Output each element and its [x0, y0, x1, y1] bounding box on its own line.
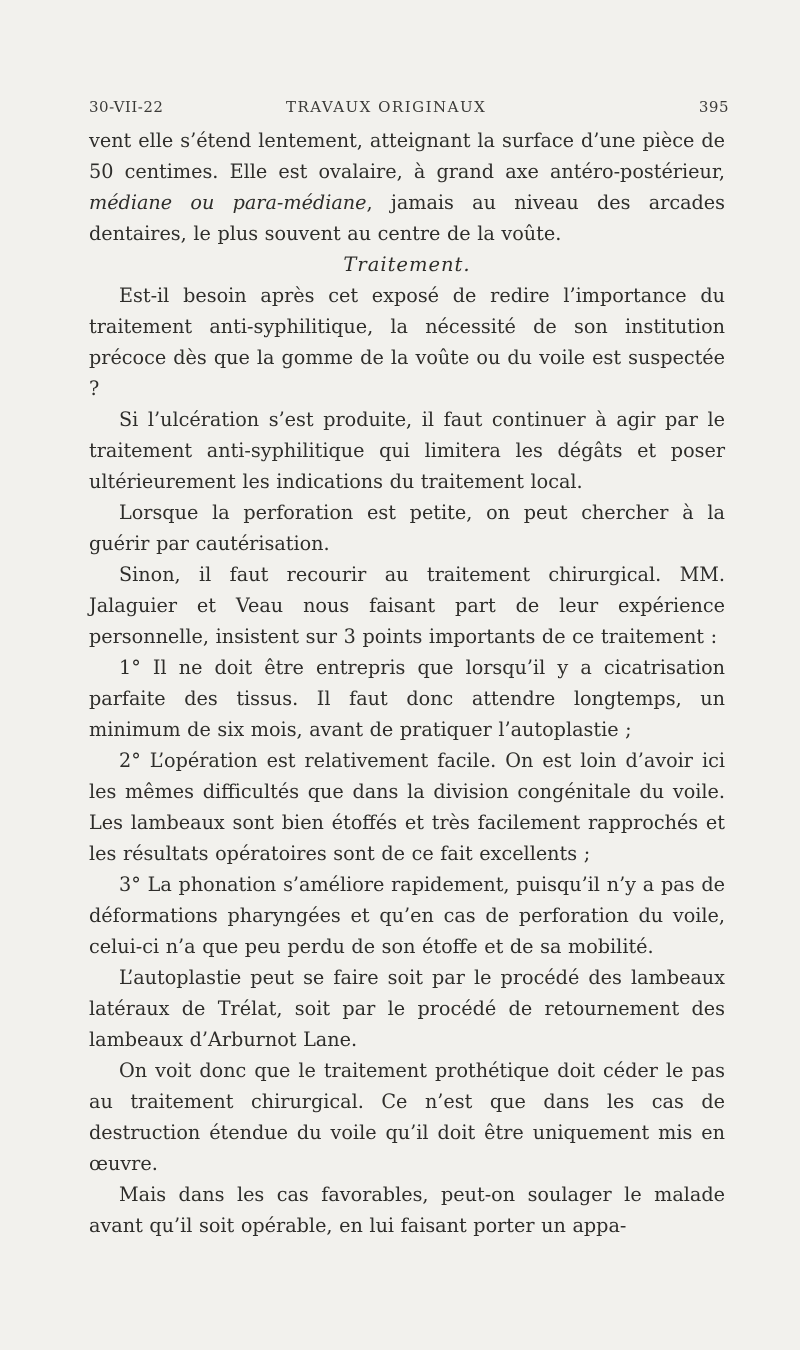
paragraph: Si l’ulcération s’est produite, il faut continuer à agir par le traitement anti-syphilitique qui limitera les dégâts et poser ultérieurement les indications du traitement local. [89, 408, 725, 493]
paragraph: Sinon, il faut recourir au traitement chirurgical. MM. Jalaguier et Veau nous faisant part de leur expérience personnelle, insistent sur 3 points importants de ce traitement : [89, 563, 725, 648]
paragraph-text: , jamais au niveau des arcades dentaires, le plus souvent au centre de la voûte. [89, 191, 726, 245]
paragraph: On voit donc que le traitement prothétique doit céder le pas au traitement chirurgical. Ce n’est que dans les cas de destruction étendue du voile qu’il doit être uniquement mis en œuvre. [89, 1059, 725, 1175]
list-item-paragraph: 2° L’opération est relativement facile. On est loin d’avoir ici les mêmes difficultés que dans la division congénitale du voile. Les lambeaux sont bien étoffés et très facilement rapprochés et les résultats opératoires sont de ce fait excellents ; [89, 749, 725, 865]
paragraph: Est-il besoin après cet exposé de redire l’importance du traitement anti-syphilitique, la nécessité de son institution précoce dès que la gomme de la voûte ou du voile est suspectée ? [89, 284, 725, 400]
section-heading: Traitement. [343, 253, 471, 276]
list-item-paragraph: 3° La phonation s’améliore rapidement, puisqu’il n’y a pas de déformations pharyngées et qu’en cas de perforation du voile, celui-ci n’a que peu perdu de son étoffe et de sa mobilité. [89, 873, 725, 958]
article-body [89, 125, 725, 1241]
header-date: 30-VII-22 [89, 98, 164, 116]
paragraph-text: vent elle s’étend lentement, atteignant la surface d’une pièce de 50 centimes. Elle est ovalaire, à grand axe antéro-postérieur, [89, 129, 725, 183]
paragraph-continuation [89, 125, 725, 249]
paragraph: Mais dans les cas favorables, peut-on soulager le malade avant qu’il soit opérable, en lui faisant porter un appa- [89, 1183, 725, 1237]
paragraph: L’autoplastie peut se faire soit par le procédé des lambeaux latéraux de Trélat, soit par le procédé de retournement des lambeaux d’Arburnot Lane. [89, 966, 725, 1051]
paragraph: Lorsque la perforation est petite, on peut chercher à la guérir par cautérisation. [89, 501, 725, 555]
running-header [89, 98, 729, 122]
list-item-paragraph: 1° Il ne doit être entrepris que lorsqu’il y a cicatrisation parfaite des tissus. Il faut donc attendre longtemps, un minimum de six mois, avant de pratiquer l’autoplastie ; [89, 656, 725, 741]
page-number: 395 [698, 98, 729, 116]
header-section-title: TRAVAUX ORIGINAUX [286, 98, 487, 116]
italic-emphasis: médiane ou para-médiane [89, 191, 367, 214]
